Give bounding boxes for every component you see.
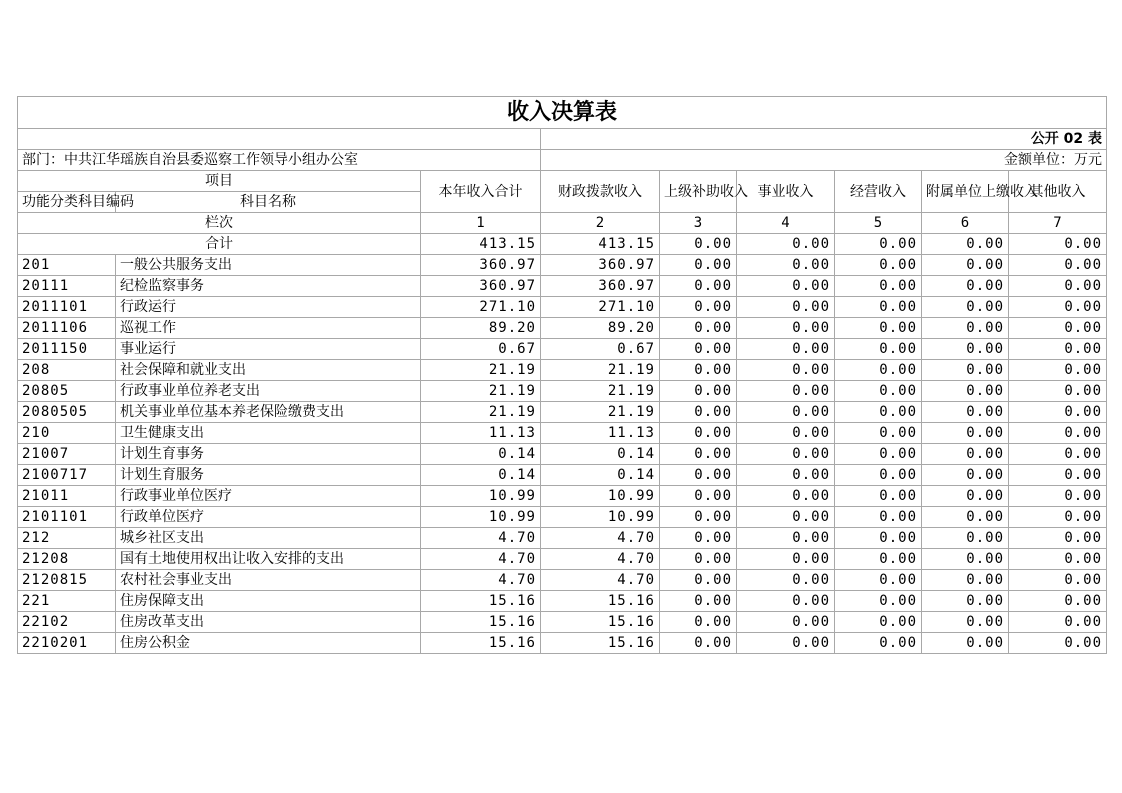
amount-cell: 0.00 <box>835 465 922 486</box>
amount-cell: 0.00 <box>922 318 1009 339</box>
amount-cell: 0.00 <box>660 507 737 528</box>
table-row <box>18 444 1107 465</box>
table-row <box>18 465 1107 486</box>
col-num: 1 <box>421 213 541 234</box>
form-code: 公开 02 表 <box>541 129 1107 150</box>
amount-cell: 4.70 <box>421 570 541 591</box>
amount-cell: 0.00 <box>737 633 835 654</box>
amount-cell: 0.00 <box>835 444 922 465</box>
amount-cell: 4.70 <box>541 570 660 591</box>
amount-cell: 0.00 <box>660 402 737 423</box>
subject-name-cell: 行政事业单位养老支出 <box>116 381 421 402</box>
amount-cell: 0.00 <box>922 465 1009 486</box>
amount-cell: 0.00 <box>835 591 922 612</box>
func-code-cell: 210 <box>18 423 116 444</box>
subject-name-cell: 一般公共服务支出 <box>116 255 421 276</box>
amount-cell: 4.70 <box>541 549 660 570</box>
amount-cell: 0.00 <box>835 486 922 507</box>
amount-cell: 21.19 <box>421 360 541 381</box>
amount-cell: 0.00 <box>922 339 1009 360</box>
amount-cell: 0.00 <box>660 612 737 633</box>
amount-cell: 0.14 <box>421 444 541 465</box>
func-code-cell: 2210201 <box>18 633 116 654</box>
amount-cell: 0.00 <box>835 612 922 633</box>
table-row <box>18 381 1107 402</box>
total-value: 0.00 <box>737 234 835 255</box>
func-code-cell: 212 <box>18 528 116 549</box>
amount-cell: 0.00 <box>660 423 737 444</box>
amount-cell: 4.70 <box>421 549 541 570</box>
total-value: 0.00 <box>1009 234 1107 255</box>
func-code-cell: 2011101 <box>18 297 116 318</box>
amount-cell: 21.19 <box>541 381 660 402</box>
func-code-cell: 22102 <box>18 612 116 633</box>
amount-cell: 0.00 <box>1009 255 1107 276</box>
header-func-code: 功能分类科目编码 <box>18 192 116 213</box>
amount-cell: 0.00 <box>1009 318 1107 339</box>
amount-cell: 0.00 <box>1009 486 1107 507</box>
total-row <box>18 234 1107 255</box>
table-row <box>18 570 1107 591</box>
amount-cell: 0.00 <box>737 297 835 318</box>
amount-cell: 0.67 <box>541 339 660 360</box>
amount-cell: 0.00 <box>660 381 737 402</box>
table-row <box>18 360 1107 381</box>
subject-name-cell: 住房公积金 <box>116 633 421 654</box>
amount-cell: 0.00 <box>835 318 922 339</box>
func-code-cell: 221 <box>18 591 116 612</box>
table-row <box>18 318 1107 339</box>
amount-cell: 0.00 <box>835 402 922 423</box>
amount-cell: 0.00 <box>1009 465 1107 486</box>
func-code-cell: 2100717 <box>18 465 116 486</box>
amount-cell: 0.00 <box>922 528 1009 549</box>
amount-cell: 0.00 <box>835 339 922 360</box>
header-other: 其他收入 <box>1009 171 1107 213</box>
subject-name-cell: 机关事业单位基本养老保险缴费支出 <box>116 402 421 423</box>
total-value: 413.15 <box>421 234 541 255</box>
amount-cell: 15.16 <box>541 591 660 612</box>
amount-cell: 0.00 <box>922 360 1009 381</box>
header-total-income: 本年收入合计 <box>421 171 541 213</box>
subject-name-cell: 行政运行 <box>116 297 421 318</box>
amount-cell: 360.97 <box>421 255 541 276</box>
amount-cell: 0.14 <box>541 465 660 486</box>
blank-cell <box>18 129 541 150</box>
header-operating: 经营收入 <box>835 171 922 213</box>
amount-cell: 0.00 <box>660 318 737 339</box>
amount-cell: 10.99 <box>541 486 660 507</box>
func-code-cell: 2011150 <box>18 339 116 360</box>
header-affiliated: 附属单位上缴收入 <box>922 171 1009 213</box>
amount-cell: 0.00 <box>835 528 922 549</box>
col-num: 5 <box>835 213 922 234</box>
amount-cell: 11.13 <box>421 423 541 444</box>
amount-cell: 0.00 <box>1009 360 1107 381</box>
amount-cell: 0.00 <box>737 486 835 507</box>
table-row <box>18 486 1107 507</box>
amount-cell: 0.00 <box>1009 423 1107 444</box>
amount-cell: 0.67 <box>421 339 541 360</box>
subject-name-cell: 计划生育服务 <box>116 465 421 486</box>
unit-label: 金额单位：万元 <box>541 150 1107 171</box>
amount-cell: 15.16 <box>421 591 541 612</box>
amount-cell: 0.00 <box>660 297 737 318</box>
amount-cell: 0.14 <box>541 444 660 465</box>
amount-cell: 11.13 <box>541 423 660 444</box>
amount-cell: 0.00 <box>737 549 835 570</box>
table-row <box>18 507 1107 528</box>
amount-cell: 0.00 <box>737 444 835 465</box>
table-row <box>18 633 1107 654</box>
amount-cell: 0.00 <box>660 465 737 486</box>
amount-cell: 0.00 <box>660 633 737 654</box>
amount-cell: 89.20 <box>541 318 660 339</box>
amount-cell: 0.00 <box>737 381 835 402</box>
amount-cell: 0.00 <box>660 255 737 276</box>
amount-cell: 0.00 <box>922 507 1009 528</box>
amount-cell: 360.97 <box>541 255 660 276</box>
col-num: 3 <box>660 213 737 234</box>
amount-cell: 0.00 <box>660 570 737 591</box>
amount-cell: 0.00 <box>922 612 1009 633</box>
func-code-cell: 21011 <box>18 486 116 507</box>
col-num: 4 <box>737 213 835 234</box>
amount-cell: 15.16 <box>541 633 660 654</box>
amount-cell: 360.97 <box>421 276 541 297</box>
subject-name-cell: 计划生育事务 <box>116 444 421 465</box>
amount-cell: 0.00 <box>922 423 1009 444</box>
amount-cell: 0.00 <box>922 402 1009 423</box>
amount-cell: 15.16 <box>421 612 541 633</box>
amount-cell: 0.00 <box>737 255 835 276</box>
amount-cell: 0.00 <box>660 276 737 297</box>
amount-cell: 0.00 <box>835 423 922 444</box>
income-final-account-table <box>17 96 1107 654</box>
table-row <box>18 255 1107 276</box>
func-code-cell: 208 <box>18 360 116 381</box>
amount-cell: 0.00 <box>922 255 1009 276</box>
amount-cell: 0.00 <box>737 507 835 528</box>
amount-cell: 10.99 <box>421 507 541 528</box>
amount-cell: 0.00 <box>1009 276 1107 297</box>
amount-cell: 0.00 <box>835 276 922 297</box>
amount-cell: 0.00 <box>660 549 737 570</box>
func-code-cell: 201 <box>18 255 116 276</box>
amount-cell: 0.00 <box>922 633 1009 654</box>
total-value: 0.00 <box>660 234 737 255</box>
header-superior: 上级补助收入 <box>660 171 737 213</box>
amount-cell: 0.00 <box>737 423 835 444</box>
amount-cell: 0.00 <box>1009 381 1107 402</box>
amount-cell: 0.00 <box>737 612 835 633</box>
amount-cell: 0.00 <box>737 276 835 297</box>
amount-cell: 4.70 <box>421 528 541 549</box>
amount-cell: 0.00 <box>660 528 737 549</box>
header-subject-name: 科目名称 <box>116 192 421 213</box>
subject-name-cell: 卫生健康支出 <box>116 423 421 444</box>
amount-cell: 0.00 <box>1009 570 1107 591</box>
subject-name-cell: 住房保障支出 <box>116 591 421 612</box>
amount-cell: 10.99 <box>421 486 541 507</box>
amount-cell: 0.00 <box>737 528 835 549</box>
table-row <box>18 276 1107 297</box>
amount-cell: 21.19 <box>421 381 541 402</box>
amount-cell: 0.00 <box>922 276 1009 297</box>
func-code-cell: 21007 <box>18 444 116 465</box>
col-num: 2 <box>541 213 660 234</box>
amount-cell: 4.70 <box>541 528 660 549</box>
amount-cell: 0.00 <box>922 444 1009 465</box>
amount-cell: 0.00 <box>1009 633 1107 654</box>
amount-cell: 0.00 <box>835 633 922 654</box>
table-row <box>18 591 1107 612</box>
amount-cell: 0.00 <box>737 591 835 612</box>
amount-cell: 0.00 <box>922 570 1009 591</box>
amount-cell: 0.00 <box>737 318 835 339</box>
amount-cell: 0.00 <box>660 591 737 612</box>
department-label: 部门：中共江华瑶族自治县委巡察工作领导小组办公室 <box>18 150 541 171</box>
amount-cell: 0.00 <box>737 402 835 423</box>
table-row <box>18 549 1107 570</box>
column-label: 栏次 <box>18 213 421 234</box>
amount-cell: 0.00 <box>1009 549 1107 570</box>
amount-cell: 0.00 <box>660 444 737 465</box>
header-fiscal: 财政拨款收入 <box>541 171 660 213</box>
amount-cell: 0.00 <box>660 360 737 381</box>
amount-cell: 0.00 <box>922 486 1009 507</box>
amount-cell: 271.10 <box>541 297 660 318</box>
amount-cell: 0.00 <box>737 570 835 591</box>
amount-cell: 0.00 <box>1009 528 1107 549</box>
amount-cell: 0.00 <box>835 360 922 381</box>
subject-name-cell: 巡视工作 <box>116 318 421 339</box>
table-row <box>18 528 1107 549</box>
amount-cell: 0.00 <box>922 297 1009 318</box>
amount-cell: 0.00 <box>835 255 922 276</box>
amount-cell: 0.00 <box>1009 591 1107 612</box>
func-code-cell: 2120815 <box>18 570 116 591</box>
func-code-cell: 20805 <box>18 381 116 402</box>
amount-cell: 0.00 <box>737 465 835 486</box>
amount-cell: 15.16 <box>421 633 541 654</box>
subject-name-cell: 住房改革支出 <box>116 612 421 633</box>
amount-cell: 360.97 <box>541 276 660 297</box>
total-label: 合计 <box>18 234 421 255</box>
amount-cell: 0.00 <box>1009 612 1107 633</box>
subject-name-cell: 行政单位医疗 <box>116 507 421 528</box>
table-row <box>18 339 1107 360</box>
col-num: 7 <box>1009 213 1107 234</box>
subject-name-cell: 社会保障和就业支出 <box>116 360 421 381</box>
amount-cell: 0.14 <box>421 465 541 486</box>
func-code-cell: 21208 <box>18 549 116 570</box>
amount-cell: 0.00 <box>1009 339 1107 360</box>
total-value: 413.15 <box>541 234 660 255</box>
subject-name-cell: 城乡社区支出 <box>116 528 421 549</box>
amount-cell: 0.00 <box>660 339 737 360</box>
amount-cell: 271.10 <box>421 297 541 318</box>
amount-cell: 0.00 <box>835 549 922 570</box>
amount-cell: 0.00 <box>737 339 835 360</box>
amount-cell: 0.00 <box>1009 507 1107 528</box>
subject-name-cell: 行政事业单位医疗 <box>116 486 421 507</box>
col-num: 6 <box>922 213 1009 234</box>
table-row <box>18 402 1107 423</box>
subject-name-cell: 农村社会事业支出 <box>116 570 421 591</box>
header-item: 项目 <box>18 171 421 192</box>
amount-cell: 0.00 <box>1009 297 1107 318</box>
total-value: 0.00 <box>922 234 1009 255</box>
amount-cell: 21.19 <box>421 402 541 423</box>
table-title: 收入决算表 <box>18 97 1107 129</box>
func-code-cell: 2011106 <box>18 318 116 339</box>
amount-cell: 21.19 <box>541 360 660 381</box>
subject-name-cell: 纪检监察事务 <box>116 276 421 297</box>
amount-cell: 0.00 <box>922 591 1009 612</box>
amount-cell: 0.00 <box>835 381 922 402</box>
amount-cell: 0.00 <box>660 486 737 507</box>
total-value: 0.00 <box>835 234 922 255</box>
amount-cell: 0.00 <box>922 549 1009 570</box>
amount-cell: 0.00 <box>1009 402 1107 423</box>
amount-cell: 0.00 <box>835 507 922 528</box>
table-row <box>18 612 1107 633</box>
func-code-cell: 20111 <box>18 276 116 297</box>
subject-name-cell: 国有土地使用权出让收入安排的支出 <box>116 549 421 570</box>
amount-cell: 15.16 <box>541 612 660 633</box>
amount-cell: 10.99 <box>541 507 660 528</box>
table-row <box>18 423 1107 444</box>
amount-cell: 21.19 <box>541 402 660 423</box>
subject-name-cell: 事业运行 <box>116 339 421 360</box>
amount-cell: 0.00 <box>835 570 922 591</box>
table-row <box>18 297 1107 318</box>
amount-cell: 0.00 <box>835 297 922 318</box>
amount-cell: 89.20 <box>421 318 541 339</box>
header-business: 事业收入 <box>737 171 835 213</box>
amount-cell: 0.00 <box>737 360 835 381</box>
func-code-cell: 2080505 <box>18 402 116 423</box>
func-code-cell: 2101101 <box>18 507 116 528</box>
amount-cell: 0.00 <box>1009 444 1107 465</box>
amount-cell: 0.00 <box>922 381 1009 402</box>
